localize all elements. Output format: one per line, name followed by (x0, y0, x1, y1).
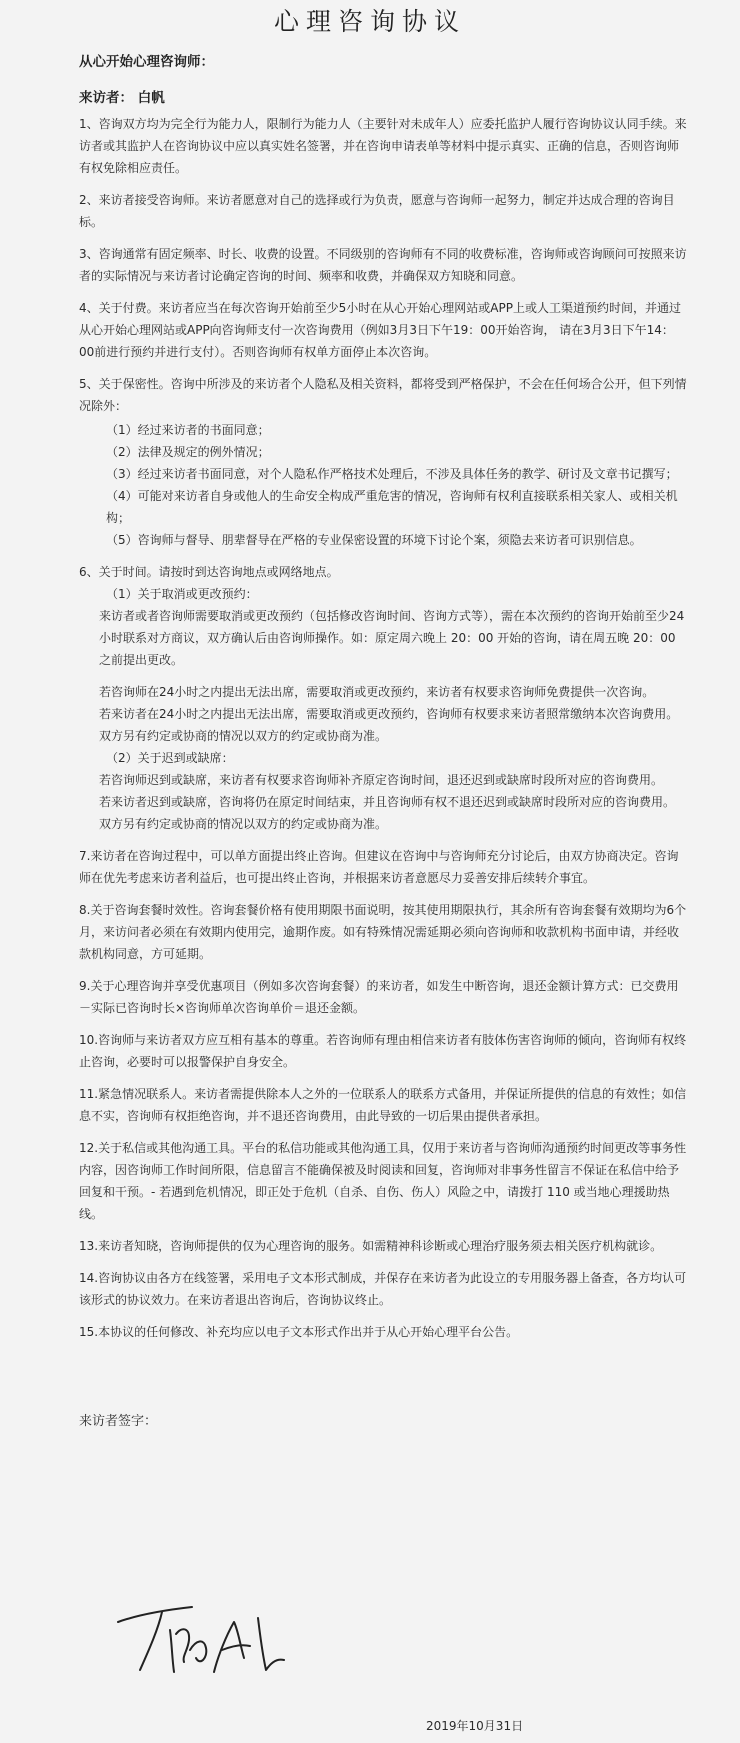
clause-3: 3、咨询通常有固定频率、时长、收费的设置。不同级别的咨询师有不同的收费标准，咨询师或咨询顾问可按照来访者的实际情况与来访者讨论确定咨询的时间、频率和收费，并确保双方知晓和同意。 (79, 247, 687, 283)
clause-2: 2、来访者接受咨询师。来访者愿意对自己的选择或行为负责，愿意与咨询师一起努力，制定并达成合理的咨询目标。 (79, 193, 675, 229)
clause-15: 15.本协议的任何修改、补充均应以电子文本形式作出并于从心开始心理平台公告。 (79, 1325, 519, 1339)
clause-6-text: 若来访者迟到或缺席，咨询将仍在原定时间结束，并且咨询师有权不退还迟到或缺席时段所对应的咨询费用。 (99, 795, 676, 809)
page-title: 心理咨询协议 (273, 7, 466, 36)
client-line: 来访者： 白帆 (79, 90, 165, 106)
clause-14: 14.咨询协议由各方在线签署，采用电子文本形式制成，并保存在来访者为此设立的专用服务器上备查，各方均认可该形式的协议效力。在来访者退出咨询后，咨询协议终止。 (79, 1271, 687, 1307)
clause-6-text: 双方另有约定或协商的情况以双方的约定或协商为准。 (99, 817, 388, 831)
clause-6-text: 双方另有约定或协商的情况以双方的约定或协商为准。 (99, 729, 388, 743)
clause-5-item: （3）经过来访者书面同意，对个人隐私作严格技术处理后，不涉及具体任务的教学、研讨及文章书记撰写； (106, 467, 678, 481)
clause-5: 5、关于保密性。咨询中所涉及的来访者个人隐私及相关资料，都将受到严格保护，不会在任何场合公开，但下列情况除外： (79, 377, 687, 413)
signature-date: 2019年10月31日 (426, 1719, 524, 1733)
clauses (79, 113, 689, 1353)
clause-10: 10.咨询师与来访者双方应互相有基本的尊重。若咨询师有理由相信来访者有肢体伤害咨询师的倾向，咨询师有权终止咨询，必要时可以报警保护自身安全。 (79, 1033, 687, 1069)
clause-6: 6、关于时间。请按时到达咨询地点或网络地点。 (79, 565, 339, 579)
clause-6-subhead: （1）关于取消或更改预约： (106, 587, 258, 601)
clause-5-item: （2）法律及规定的例外情况； (106, 445, 270, 459)
clause-1: 1、咨询双方均为完全行为能力人，限制行为能力人（主要针对未成年人）应委托监护人履行咨询协议认同手续。来访者或其监护人在咨询协议中应以真实姓名签署，并在咨询申请表单等材料中提示真实、正确的信息，否则咨询师有权免除相应责任。 (79, 117, 687, 175)
clause-5-item: （5）咨询师与督导、朋辈督导在严格的专业保密设置的环境下讨论个案，须隐去来访者可识别信息。 (106, 533, 642, 547)
clause-4: 4、关于付费。来访者应当在每次咨询开始前至少5小时在从心开始心理网站或APP上或人工渠道预约时间，并通过从心开始心理网站或APP向咨询师支付一次咨询费用（例如3月3日下午19：00开始咨询， 请在3月3日下午14：00前进行预约并进行支付）。否则咨询师有权单方面停止本次咨询。 (79, 301, 681, 359)
clause-13: 13.来访者知晓，咨询师提供的仅为心理咨询的服务。如需精神科诊断或心理治疗服务须去相关医疗机构就诊。 (79, 1239, 663, 1253)
clause-8: 8.关于咨询套餐时效性。咨询套餐价格有使用期限书面说明，按其使用期限执行，其余所有咨询套餐有效期均为6个月，来访问者必须在有效期内使用完，逾期作废。如有特殊情况需延期必须向咨询师和收款机构书面申请，并经收款机构同意，方可延期。 (79, 903, 687, 961)
signature-image (110, 1600, 320, 1680)
clause-9: 9.关于心理咨询并享受优惠项目（例如多次咨询套餐）的来访者，如发生中断咨询，退还金额计算方式：已交费用－实际已咨询时长×咨询师单次咨询单价＝退还金额。 (79, 979, 679, 1015)
clause-5-item: （1）经过来访者的书面同意； (106, 423, 270, 437)
clause-12: 12.关于私信或其他沟通工具。平台的私信功能或其他沟通工具，仅用于来访者与咨询师沟通预约时间更改等事务性内容，因咨询师工作时间所限，信息留言不能确保被及时阅读和回复，咨询师对非事务性留言不保证在私信中给予回复和干预。- 若遇到危机情况，即正处于危机（自杀、自伤、伤人）风险之中，请拨打 110 或当地心理援助热线。 (79, 1141, 687, 1221)
signature-label: 来访者签字： (79, 1414, 158, 1429)
clause-6-text: 来访者或者咨询师需要取消或更改预约（包括修改咨询时间、咨询方式等），需在本次预约的咨询开始前至少24小时联系对方商议，双方确认后由咨询师操作。如：原定周六晚上 20：00 开始的咨询，请在周五晚 20：00 之前提出更改。 (99, 609, 685, 667)
clause-6-text: 若咨询师在24小时之内提出无法出席，需要取消或更改预约，来访者有权要求咨询师免费提供一次咨询。 (99, 685, 655, 699)
addressee-line: 从心开始心理咨询师： (79, 54, 214, 70)
clause-6-subhead: （2）关于迟到或缺席： (106, 751, 234, 765)
clause-5-item: （4）可能对来访者自身或他人的生命安全构成严重危害的情况，咨询师有权利直接联系相关家人、或相关机构； (106, 489, 678, 525)
clause-7: 7.来访者在咨询过程中，可以单方面提出终止咨询。但建议在咨询中与咨询师充分讨论后，由双方协商决定。咨询师在优先考虑来访者利益后，也可提出终止咨询，并根据来访者意愿尽力妥善安排后续转介事宜。 (79, 849, 679, 885)
clause-6-text: 若咨询师迟到或缺席，来访者有权要求咨询师补齐原定咨询时间，退还迟到或缺席时段所对应的咨询费用。 (99, 773, 664, 787)
clause-6-text: 若来访者在24小时之内提出无法出席，需要取消或更改预约，咨询师有权要求来访者照常缴纳本次咨询费用。 (99, 707, 679, 721)
clause-11: 11.紧急情况联系人。来访者需提供除本人之外的一位联系人的联系方式备用，并保证所提供的信息的有效性；如信息不实，咨询师有权拒绝咨询，并不退还咨询费用，由此导致的一切后果由提供者承担。 (79, 1087, 687, 1123)
